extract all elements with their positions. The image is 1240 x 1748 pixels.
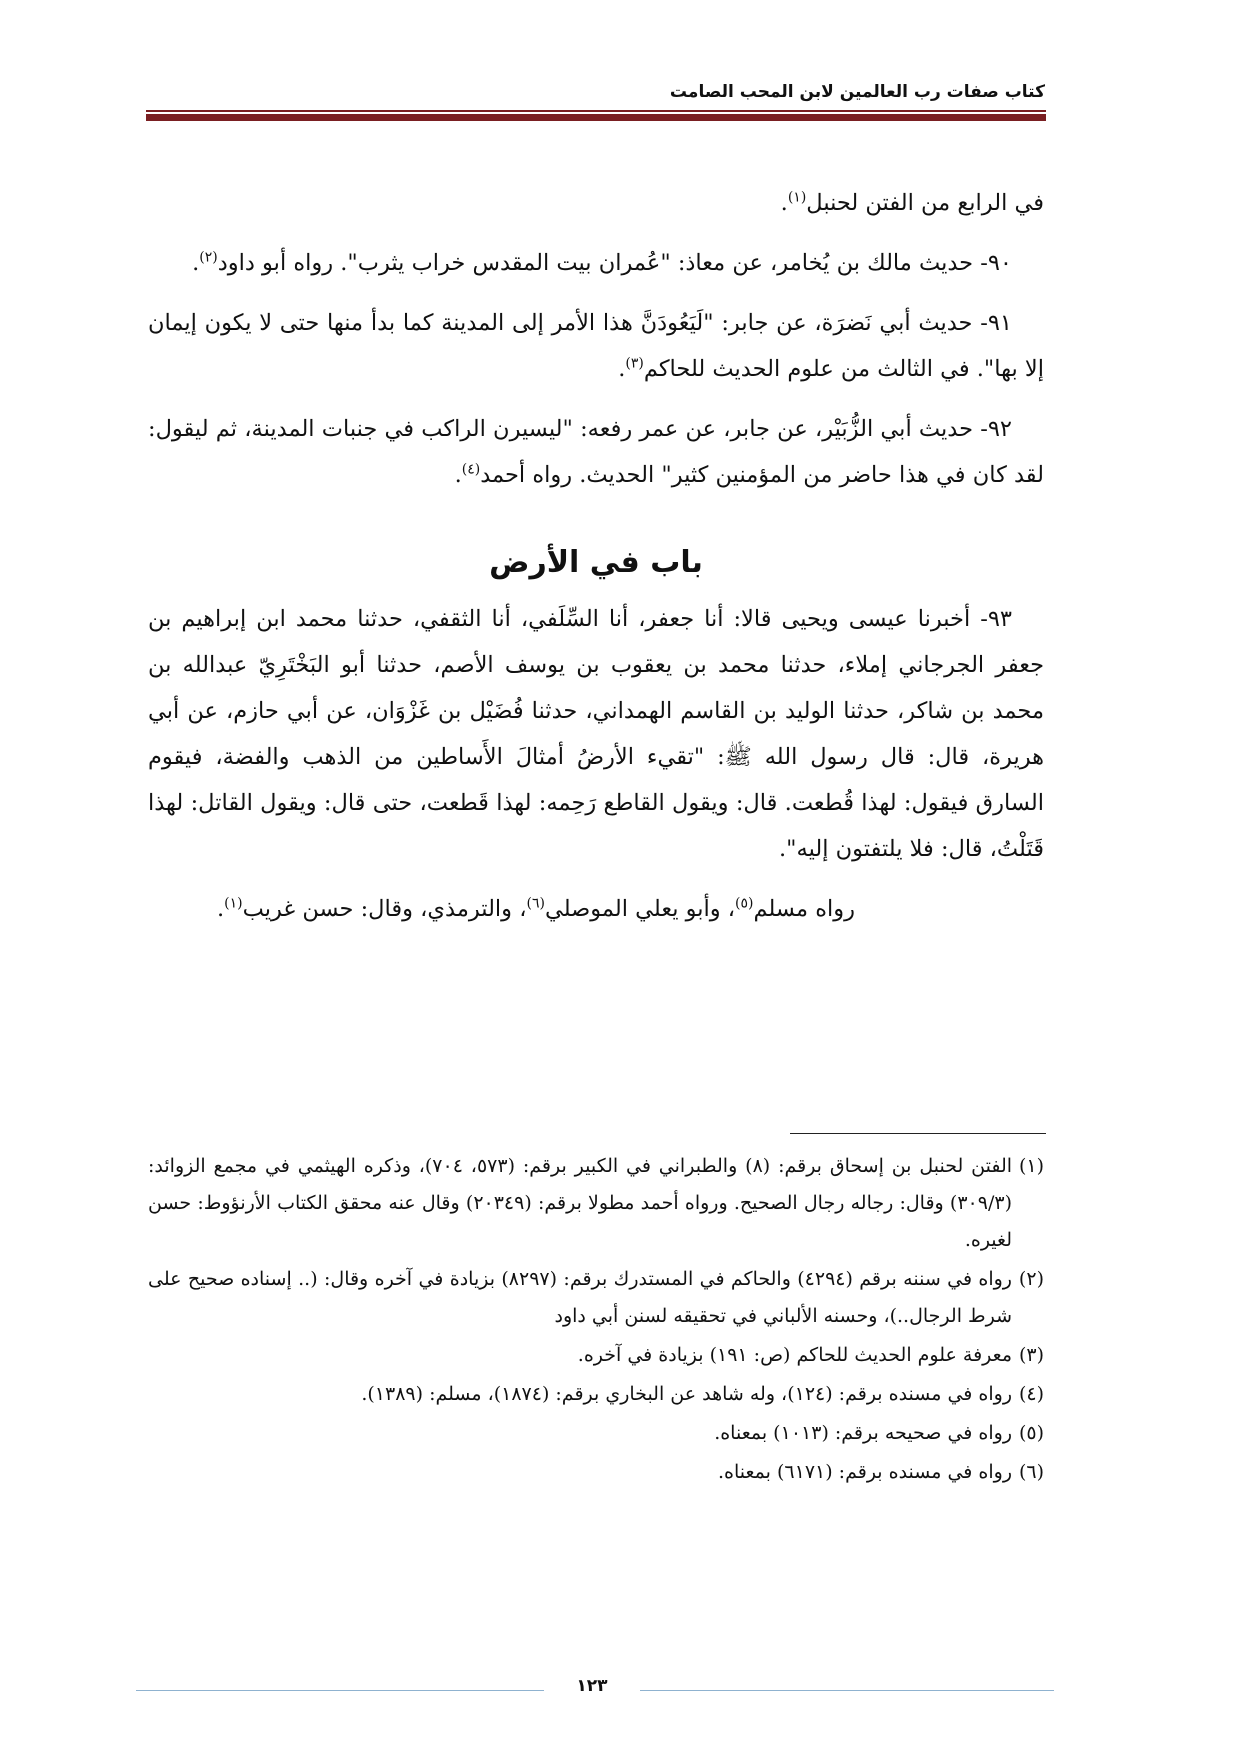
footnote-item: (٥)رواه في صحيحه برقم: (١٠١٣) بمعناه. [714,1422,1044,1444]
main-text [148,180,1044,946]
footnote-ref: (٦) [526,895,545,912]
footer-rule-left [136,1690,544,1691]
paragraph-1: في الرابع من الفتن لحنبل$^{(١)}$. [780,189,1044,216]
footer-rule-right [640,1690,1054,1691]
footnote-item: (٦)رواه في مسنده برقم: (٦١٧١) بمعناه. [717,1461,1044,1483]
paragraph-hadith-92: ٩٢- حديث أبي الزُّبَيْر، عن جابر، عن عمر رفعه: "ليسيرن الراكب في جنبات المدينة، ثم ليقول: لقد كان في هذا حاضر من المؤمنين كثير" الحديث. رواه أحمد$^{(٤)}$. [148,416,1044,488]
page-number: ١٢٣ [576,1676,608,1696]
running-header-title: كتاب صفات رب العالمين لابن المحب الصامت [669,82,1045,102]
section-heading: باب في الأرض [489,545,703,580]
footnote-separator [790,1133,1046,1134]
footnote-ref: (٥) [735,895,754,912]
footnote-ref: (١) [787,189,807,206]
footnote-ref: (٢) [199,249,218,266]
footnote-ref: (٣) [625,355,644,372]
header-rule-thin [146,110,1046,112]
paragraph-narration-sources: رواه مسلم$^{(٥)}$، وأبو يعلي الموصلي$^{(٦)}$، والترمذي، وقال: حسن غريب$^{(١)}$. [217,895,855,922]
paragraph-hadith-91: ٩١- حديث أبي نَضرَة، عن جابر: "لَيَعُودَنَّ هذا الأمر إلى المدينة كما بدأ منها حتى لا يكون إيمان إلا بها". في الثالث من علوم الحديث للحاكم$^{(٣)}$. [148,310,1044,382]
footnotes-list [148,1148,1044,1493]
paragraph-hadith-90: ٩٠- حديث مالك بن يُخامر، عن معاذ: "عُمران بيت المقدس خراب يثرب". رواه أبو داود$^{(٢)}$. [192,249,1012,276]
footnote-item: (٣)معرفة علوم الحديث للحاكم (ص: ١٩١) بزيادة في آخره. [577,1344,1044,1366]
paragraph-hadith-93: ٩٣- أخبرنا عيسى ويحيى قالا: أنا جعفر، أنا السِّلَفي، أنا الثقفي، حدثنا محمد ابن إبراهيم بن جعفر الجرجاني إملاء، حدثنا محمد بن يعقوب بن يوسف الأصم، حدثنا أبو البَخْتَرِيّ عبدالله بن محمد بن شاكر، حدثنا الوليد بن القاسم الهمداني، حدثنا فُضَيْل بن غَزْوَان، عن أبي حازم، عن أبي هريرة، قال: قال رسول الله ﷺ: "تقيء الأرضُ أمثالَ الأَساطين من الذهب والفضة، فيقوم السارق فيقول: لهذا قُطعت. قال: ويقول القاطع رَحِمه: لهذا قَطعت، حتى قال: ويقول القاتل: لهذا قَتَلْتُ، قال: فلا يلتفتون إليه". [148,606,1044,862]
footnote-item: (٢)رواه في سننه برقم (٤٢٩٤) والحاكم في المستدرك برقم: (٨٢٩٧) بزيادة في آخره وقال: (.. إسناده صحيح على شرط الرجال..)، وحسنه الألباني في تحقيقه لسنن أبي داود [148,1268,1044,1327]
footnote-item: (٤)رواه في مسنده برقم: (١٢٤)، وله شاهد عن البخاري برقم: (١٨٧٤)، مسلم: (١٣٨٩). [361,1383,1044,1405]
footnote-item: (١)الفتن لحنبل بن إسحاق برقم: (٨) والطبراني في الكبير برقم: (٥٧٣، ٧٠٤)، وذكره الهيثمي في مجمع الزوائد: (٣٠٩/٣) وقال: رجاله رجال الصحيح. ورواه أحمد مطولا برقم: (٢٠٣٤٩) وقال عنه محقق الكتاب الأرنؤوط: حسن لغيره. [148,1155,1045,1251]
footnote-ref: (١) [224,895,243,912]
footnote-ref: (٤) [461,461,481,478]
header-rule-thick [146,114,1046,121]
